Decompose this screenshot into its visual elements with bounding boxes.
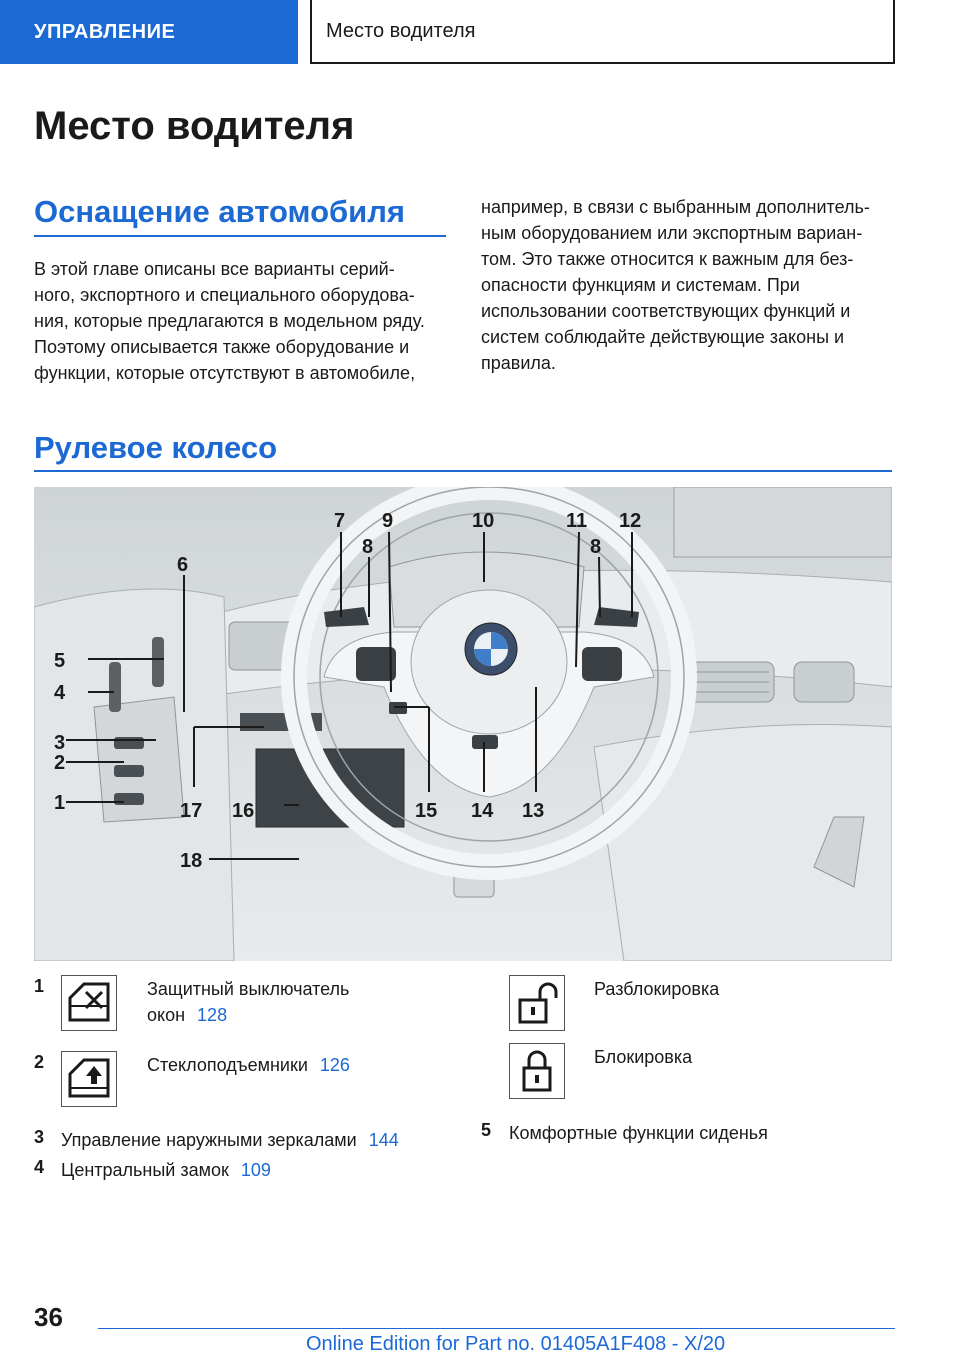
text-line: ния, которые предлагаются в модельном ряду. xyxy=(34,311,425,331)
legend-line-2: окон xyxy=(147,1005,186,1025)
text-line: В этой главе описаны все варианты серий- xyxy=(34,259,395,279)
page-title: Место водителя xyxy=(34,104,355,148)
section-tab: Место водителя xyxy=(310,0,895,64)
callout-18: 18 xyxy=(180,850,203,872)
callout-15: 15 xyxy=(415,800,438,822)
callout-4: 4 xyxy=(54,682,66,704)
legend-label: Стеклоподъемники xyxy=(147,1055,308,1075)
callout-8-right: 8 xyxy=(590,536,602,558)
legend-text-lock: Блокировка xyxy=(594,1047,693,1067)
power-window-icon xyxy=(61,1051,117,1107)
callout-12: 12 xyxy=(619,510,642,532)
callout-11: 11 xyxy=(566,510,588,532)
footer-rule xyxy=(98,1328,895,1329)
page-ref-link[interactable]: 144 xyxy=(368,1130,399,1150)
callout-10: 10 xyxy=(472,510,495,532)
legend-label: Центральный замок xyxy=(61,1160,229,1180)
callout-13: 13 xyxy=(522,800,545,822)
callout-8-left: 8 xyxy=(362,536,374,558)
legend-num-4: 4 xyxy=(34,1157,45,1177)
section-heading-steering-wheel: Рулевое колесо xyxy=(34,430,278,465)
legend-text-3 xyxy=(61,1127,399,1153)
callout-5: 5 xyxy=(54,650,66,672)
callout-2: 2 xyxy=(54,752,66,774)
legend-text-5: Комфортные функции сиденья xyxy=(509,1123,768,1143)
text-line: ным оборудованием или экспортным вариан- xyxy=(481,223,863,243)
callout-1: 1 xyxy=(54,792,66,814)
text-line: правила. xyxy=(481,353,556,373)
callout-17: 17 xyxy=(180,800,203,822)
chapter-tab: УПРАВЛЕНИЕ xyxy=(0,0,298,64)
cockpit-illustration xyxy=(34,487,892,961)
text-line: например, в связи с выбранным дополнитель- xyxy=(481,197,870,217)
legend-num-2: 2 xyxy=(34,1052,45,1072)
unlock-icon xyxy=(509,975,565,1031)
text-line: систем соблюдайте действующие законы и xyxy=(481,327,845,347)
text-line: использовании соответствующих функций и xyxy=(481,301,851,321)
callout-3: 3 xyxy=(54,732,66,754)
text-line: опасности функциям и системам. При xyxy=(481,275,800,295)
paragraph-col1 xyxy=(34,256,425,386)
legend-text-4 xyxy=(61,1157,271,1183)
callout-16: 16 xyxy=(232,800,255,822)
page-ref-link[interactable]: 109 xyxy=(240,1160,271,1180)
legend-label: Управление наружными зеркалами xyxy=(61,1130,357,1150)
legend-text-1 xyxy=(147,976,349,1028)
text-line: ного, экспортного и специального оборудова- xyxy=(34,285,415,305)
text-line: функции, которые отсутствуют в автомобиле, xyxy=(34,363,416,383)
legend-line: Защитный выключатель xyxy=(147,979,350,999)
section-heading-equipment: Оснащение автомобиля xyxy=(34,194,405,229)
paragraph-col2 xyxy=(481,194,870,376)
page-ref-link[interactable]: 128 xyxy=(197,1005,228,1025)
lock-icon xyxy=(509,1043,565,1099)
legend-num-5: 5 xyxy=(481,1120,492,1140)
page-ref-link[interactable]: 126 xyxy=(319,1055,350,1075)
footer-edition: Online Edition for Part no. 01405A1F408 - X/20 xyxy=(306,1333,726,1355)
legend-num-3: 3 xyxy=(34,1127,45,1147)
callout-14: 14 xyxy=(471,800,494,822)
callout-6: 6 xyxy=(177,554,189,576)
section-rule xyxy=(34,470,892,472)
legend-num-1: 1 xyxy=(34,976,45,996)
callout-7: 7 xyxy=(334,510,346,532)
window-lock-icon xyxy=(61,975,117,1031)
callout-9: 9 xyxy=(382,510,394,532)
text-line: Поэтому описывается также оборудование и xyxy=(34,337,410,357)
legend-line xyxy=(147,1002,349,1028)
text-line: том. Это также относится к важным для без- xyxy=(481,249,854,269)
section-rule xyxy=(34,235,446,237)
page-number: 36 xyxy=(34,1302,63,1332)
legend-text-2 xyxy=(147,1052,350,1078)
legend-text-unlock: Разблокировка xyxy=(594,979,720,999)
